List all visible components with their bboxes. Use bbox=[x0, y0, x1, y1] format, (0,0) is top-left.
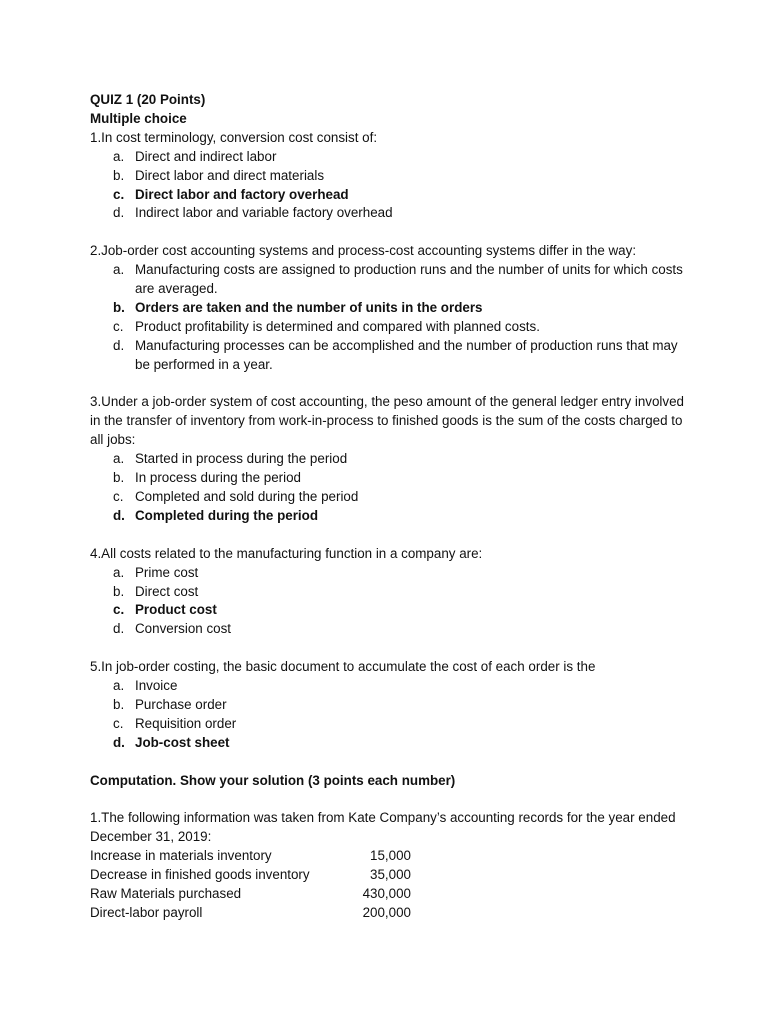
row-label: Decrease in finished goods inventory bbox=[90, 867, 310, 883]
question-text: 3.Under a job-order system of cost accounting, the peso amount of the general ledger entry involved in the transfer of inventory from work-in-process to finished goods is the sum of the costs charged to all jobs: bbox=[90, 394, 684, 448]
option-b: b. In process during the period bbox=[113, 470, 301, 486]
table-row bbox=[90, 866, 411, 885]
row-value: 35,000 bbox=[370, 867, 411, 883]
row-label: Raw Materials purchased bbox=[90, 885, 242, 901]
option-d-answer: d. Job-cost sheet bbox=[113, 734, 230, 750]
option-b: b. Purchase order bbox=[113, 696, 227, 712]
question-text: 2.Job-order cost accounting systems and process-cost accounting systems differ in the way: bbox=[90, 243, 637, 259]
option-list bbox=[90, 677, 690, 753]
option-c-answer: c. Direct labor and factory overhead bbox=[113, 186, 349, 202]
option-c: c. Requisition order bbox=[113, 715, 237, 731]
mc-question-3 bbox=[90, 393, 690, 525]
figures-table bbox=[90, 847, 411, 923]
mc-question-2 bbox=[90, 242, 690, 374]
spacer bbox=[90, 223, 690, 242]
spacer bbox=[90, 526, 690, 545]
question-text: 4.All costs related to the manufacturing function in a company are: bbox=[90, 545, 483, 561]
section-heading-computation: Computation. Show your solution (3 points each number) bbox=[90, 772, 456, 788]
mc-question-4 bbox=[90, 545, 690, 640]
table-row bbox=[90, 904, 411, 923]
table-row bbox=[90, 885, 411, 904]
option-d: d. Conversion cost bbox=[113, 621, 232, 637]
option-d-answer: d. Completed during the period bbox=[113, 507, 319, 523]
option-list bbox=[90, 450, 690, 526]
spacer bbox=[90, 790, 690, 809]
option-a: a. Started in process during the period bbox=[113, 451, 348, 467]
option-list bbox=[90, 261, 690, 374]
question-text: 5.In job-order costing, the basic document to accumulate the cost of each order is the bbox=[90, 659, 596, 675]
spacer bbox=[90, 639, 690, 658]
option-list bbox=[90, 148, 690, 224]
row-value: 15,000 bbox=[370, 848, 411, 864]
option-c: c. Product profitability is determined and compared with planned costs. bbox=[113, 318, 540, 334]
quiz-content bbox=[90, 91, 690, 923]
row-value: 200,000 bbox=[362, 904, 411, 920]
row-label: Direct-labor payroll bbox=[90, 904, 203, 920]
option-a: a. Prime cost bbox=[113, 564, 199, 580]
option-b: b. Direct cost bbox=[113, 583, 199, 599]
mc-question-5 bbox=[90, 658, 690, 753]
question-text: 1.In cost terminology, conversion cost consist of: bbox=[90, 129, 378, 145]
question-text: 1.The following information was taken from Kate Company’s accounting records for the year ended December 31, 2019: bbox=[90, 810, 676, 845]
row-label: Increase in materials inventory bbox=[90, 848, 272, 864]
mc-question-1 bbox=[90, 129, 690, 224]
option-c: c. Completed and sold during the period bbox=[113, 489, 359, 504]
option-a: a. Manufacturing costs are assigned to production runs and the number of units for which costs are averaged. bbox=[113, 262, 683, 297]
option-b: b. Direct labor and direct materials bbox=[113, 167, 325, 183]
section-heading-multiple-choice: Multiple choice bbox=[90, 110, 187, 126]
option-list bbox=[90, 564, 690, 640]
option-a: a. Invoice bbox=[113, 678, 178, 694]
quiz-title: QUIZ 1 (20 Points) bbox=[90, 92, 206, 107]
spacer bbox=[90, 753, 690, 772]
option-b-answer: b. Orders are taken and the number of units in the orders bbox=[113, 299, 483, 315]
option-d: d. Indirect labor and variable factory overhead bbox=[113, 205, 393, 221]
row-value: 430,000 bbox=[362, 885, 411, 901]
table-row bbox=[90, 847, 411, 866]
computation-question-1 bbox=[90, 809, 690, 922]
option-c-answer: c. Product cost bbox=[113, 602, 217, 618]
option-d: d. Manufacturing processes can be accomplished and the number of production runs that may be performed in a year. bbox=[113, 337, 678, 372]
option-a: a. Direct and indirect labor bbox=[113, 148, 277, 164]
spacer bbox=[90, 375, 690, 394]
